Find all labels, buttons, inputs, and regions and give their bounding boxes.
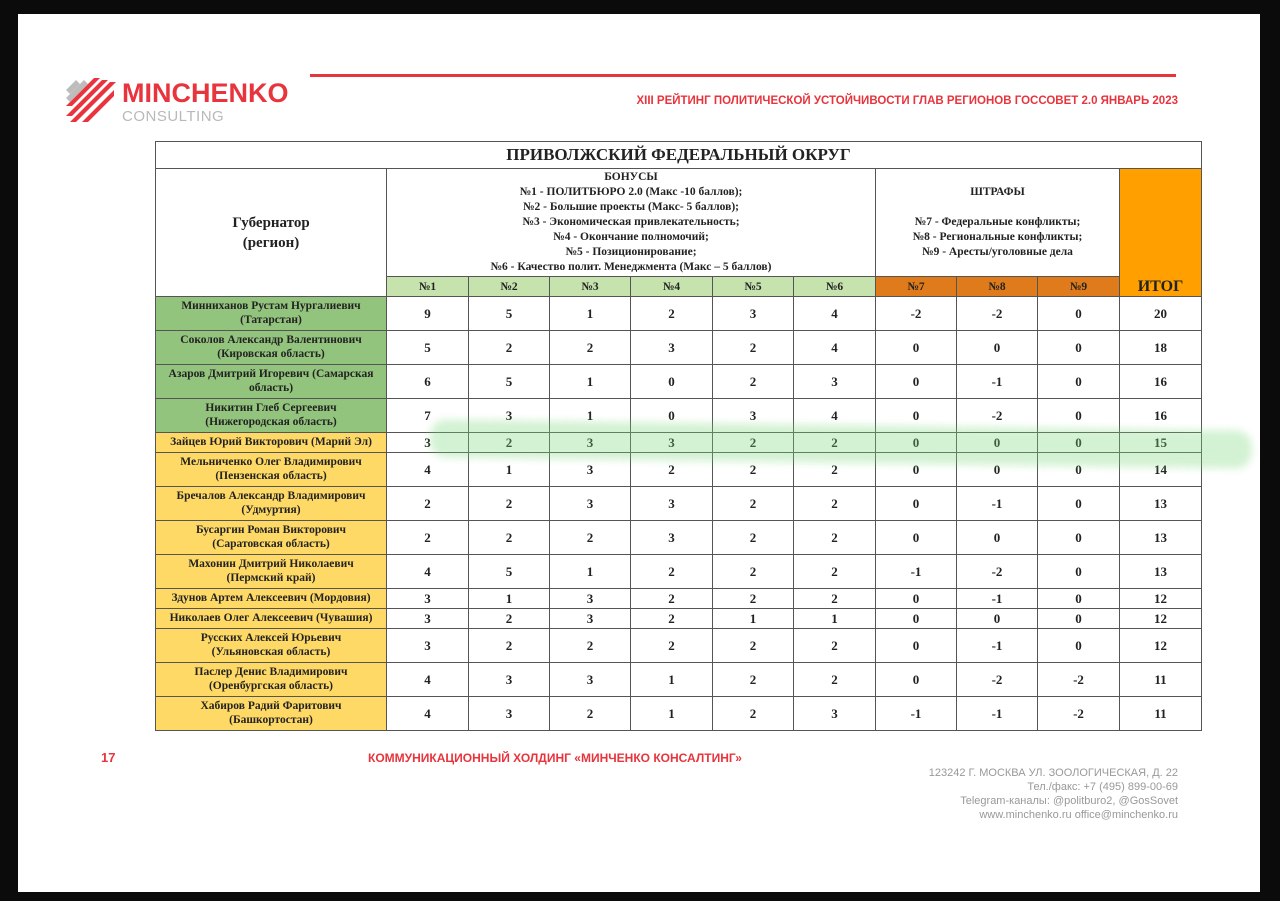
score-cell: 5	[469, 365, 550, 399]
total-cell: 16	[1120, 399, 1202, 433]
score-cell: 2	[713, 433, 794, 453]
table-row	[156, 521, 1202, 555]
score-cell: 2	[794, 453, 876, 487]
minchenko-logo	[66, 76, 296, 140]
column-header: №9	[1038, 277, 1120, 297]
table-row	[156, 399, 1202, 433]
total-cell: 12	[1120, 589, 1202, 609]
score-cell: 0	[1038, 433, 1120, 453]
score-cell: 1	[631, 663, 713, 697]
score-cell: 1	[550, 297, 631, 331]
governor-name: Соколов Александр Валентинович (Кировская область)	[156, 331, 387, 365]
score-cell: 4	[387, 663, 469, 697]
score-cell: 2	[631, 589, 713, 609]
score-cell: 3	[469, 697, 550, 731]
score-cell: 0	[1038, 399, 1120, 433]
total-cell: 12	[1120, 609, 1202, 629]
total-cell: 11	[1120, 697, 1202, 731]
score-cell: 1	[550, 365, 631, 399]
score-cell: 2	[794, 629, 876, 663]
score-cell: 1	[794, 609, 876, 629]
governor-name: Минниханов Рустам Нургалиевич (Татарстан)	[156, 297, 387, 331]
governor-name: Хабиров Радий Фаритович (Башкортостан)	[156, 697, 387, 731]
score-cell: 0	[1038, 629, 1120, 663]
web-email: www.minchenko.ru office@minchenko.ru	[979, 809, 1178, 821]
bonus-header: БОНУСЫ №1 - ПОЛИТБЮРО 2.0 (Макс -10 баллов); №2 - Большие проекты (Макс- 5 баллов); №3 - Экономическая привлекательность; №4 - Окончание полномочий; №5 - Позиционирование; №6 - Качество полит. Менеджмента (Макс – 5 баллов)	[387, 169, 876, 277]
score-cell: 2	[469, 629, 550, 663]
score-cell: 0	[631, 365, 713, 399]
score-cell: -2	[876, 297, 957, 331]
column-header: №4	[631, 277, 713, 297]
score-cell: 3	[387, 589, 469, 609]
score-cell: 0	[1038, 487, 1120, 521]
score-cell: 0	[1038, 365, 1120, 399]
score-cell: 4	[387, 555, 469, 589]
score-cell: 2	[713, 629, 794, 663]
score-cell: 9	[387, 297, 469, 331]
governor-name: Паслер Денис Владимирович (Оренбургская область)	[156, 663, 387, 697]
score-cell: 3	[550, 663, 631, 697]
score-cell: 2	[631, 555, 713, 589]
score-cell: 2	[713, 365, 794, 399]
holding-name: КОММУНИКАЦИОННЫЙ ХОЛДИНГ «МИНЧЕНКО КОНСАЛТИНГ»	[368, 751, 742, 765]
rating-table	[155, 141, 1202, 731]
page-number: 17	[101, 750, 116, 765]
score-cell: 0	[1038, 521, 1120, 555]
score-cell: 0	[876, 609, 957, 629]
score-cell: -1	[957, 487, 1038, 521]
score-cell: 4	[794, 331, 876, 365]
score-cell: 4	[387, 453, 469, 487]
score-cell: -2	[957, 663, 1038, 697]
score-cell: 1	[469, 453, 550, 487]
brand-name: MINCHENKO	[122, 78, 289, 108]
table-row	[156, 297, 1202, 331]
score-cell: -1	[957, 365, 1038, 399]
governor-header: Губернатор (регион)	[156, 169, 387, 297]
score-cell: 2	[713, 521, 794, 555]
score-cell: 2	[469, 433, 550, 453]
total-cell: 12	[1120, 629, 1202, 663]
table-row	[156, 555, 1202, 589]
score-cell: -1	[957, 589, 1038, 609]
score-cell: -2	[1038, 697, 1120, 731]
score-cell: 4	[794, 297, 876, 331]
score-cell: 2	[794, 555, 876, 589]
table-row	[156, 609, 1202, 629]
score-cell: 2	[794, 663, 876, 697]
score-cell: 2	[469, 487, 550, 521]
score-cell: 0	[1038, 453, 1120, 487]
table-row	[156, 453, 1202, 487]
telegram-channels: Telegram-каналы: @politburo2, @GosSovet	[960, 795, 1178, 807]
score-cell: 2	[469, 609, 550, 629]
governor-name: Азаров Дмитрий Игоревич (Самарская область)	[156, 365, 387, 399]
score-cell: 0	[876, 331, 957, 365]
score-cell: 5	[469, 555, 550, 589]
score-cell: 2	[469, 521, 550, 555]
score-cell: 3	[387, 629, 469, 663]
governor-name: Бречалов Александр Владимирович (Удмуртия)	[156, 487, 387, 521]
score-cell: 1	[631, 697, 713, 731]
total-cell: 14	[1120, 453, 1202, 487]
score-cell: 3	[713, 399, 794, 433]
score-cell: -2	[1038, 663, 1120, 697]
brand-sub: CONSULTING	[122, 108, 225, 125]
score-cell: 3	[469, 399, 550, 433]
score-cell: 0	[1038, 297, 1120, 331]
report-title: XIII РЕЙТИНГ ПОЛИТИЧЕСКОЙ УСТОЙЧИВОСТИ ГЛАВ РЕГИОНОВ ГОССОВЕТ 2.0 ЯНВАРЬ 2023	[636, 95, 1178, 107]
score-cell: 3	[794, 697, 876, 731]
score-cell: 3	[550, 609, 631, 629]
table-row	[156, 365, 1202, 399]
score-cell: 3	[387, 609, 469, 629]
score-cell: 7	[387, 399, 469, 433]
penalty-header: ШТРАФЫ №7 - Федеральные конфликты; №8 - Региональные конфликты; №9 - Аресты/уголовные дела	[876, 169, 1120, 277]
total-cell: 18	[1120, 331, 1202, 365]
document-page	[18, 14, 1260, 892]
score-cell: 5	[387, 331, 469, 365]
contact-block	[798, 766, 1178, 822]
column-header: №8	[957, 277, 1038, 297]
score-cell: 0	[876, 453, 957, 487]
score-cell: 0	[1038, 589, 1120, 609]
governor-name: Русских Алексей Юрьевич (Ульяновская область)	[156, 629, 387, 663]
score-cell: 0	[1038, 331, 1120, 365]
score-cell: 1	[469, 589, 550, 609]
score-cell: 0	[876, 487, 957, 521]
score-cell: 0	[957, 433, 1038, 453]
score-cell: 3	[631, 487, 713, 521]
table-row	[156, 433, 1202, 453]
score-cell: 4	[387, 697, 469, 731]
score-cell: 3	[794, 365, 876, 399]
score-cell: -2	[957, 399, 1038, 433]
score-cell: 2	[713, 487, 794, 521]
score-cell: 0	[876, 521, 957, 555]
score-cell: 3	[550, 589, 631, 609]
score-cell: 2	[713, 697, 794, 731]
score-cell: 2	[713, 555, 794, 589]
score-cell: 3	[550, 487, 631, 521]
score-cell: 3	[550, 453, 631, 487]
score-cell: -1	[957, 629, 1038, 663]
column-header: №6	[794, 277, 876, 297]
score-cell: 2	[631, 453, 713, 487]
total-cell: 15	[1120, 433, 1202, 453]
score-cell: 2	[631, 629, 713, 663]
table-row	[156, 487, 1202, 521]
total-cell: 13	[1120, 487, 1202, 521]
score-cell: 0	[957, 453, 1038, 487]
score-cell: 0	[957, 331, 1038, 365]
score-cell: 2	[794, 589, 876, 609]
score-cell: 3	[469, 663, 550, 697]
score-cell: 2	[713, 589, 794, 609]
header-rule	[310, 74, 1176, 77]
column-header: №3	[550, 277, 631, 297]
score-cell: 2	[794, 487, 876, 521]
address: 123242 Г. МОСКВА УЛ. ЗООЛОГИЧЕСКАЯ, Д. 22	[928, 767, 1178, 779]
score-cell: -2	[957, 555, 1038, 589]
total-cell: 16	[1120, 365, 1202, 399]
score-cell: 0	[957, 609, 1038, 629]
logo-stripes-icon	[66, 76, 116, 124]
governor-name: Николаев Олег Алексеевич (Чувашия)	[156, 609, 387, 629]
score-cell: 0	[1038, 609, 1120, 629]
total-cell: 20	[1120, 297, 1202, 331]
score-cell: 2	[713, 331, 794, 365]
table-row	[156, 697, 1202, 731]
score-cell: 3	[631, 433, 713, 453]
score-cell: 3	[550, 433, 631, 453]
score-cell: 3	[387, 433, 469, 453]
score-cell: 2	[794, 521, 876, 555]
column-header: №1	[387, 277, 469, 297]
score-cell: 2	[794, 433, 876, 453]
score-cell: -1	[876, 555, 957, 589]
score-cell: 0	[876, 365, 957, 399]
score-cell: 0	[957, 521, 1038, 555]
score-cell: 2	[550, 331, 631, 365]
score-cell: 2	[713, 453, 794, 487]
score-cell: 2	[550, 697, 631, 731]
score-cell: 1	[713, 609, 794, 629]
score-cell: 4	[794, 399, 876, 433]
column-header: №7	[876, 277, 957, 297]
score-cell: 2	[387, 487, 469, 521]
score-cell: 2	[631, 297, 713, 331]
governor-name: Махонин Дмитрий Николаевич (Пермский край)	[156, 555, 387, 589]
score-cell: 2	[631, 609, 713, 629]
table-row	[156, 629, 1202, 663]
total-cell: 13	[1120, 555, 1202, 589]
phone: Тел./факс: +7 (495) 899-00-69	[1027, 781, 1178, 793]
table-row	[156, 589, 1202, 609]
score-cell: -1	[957, 697, 1038, 731]
score-cell: 3	[631, 521, 713, 555]
score-cell: 6	[387, 365, 469, 399]
score-cell: 3	[713, 297, 794, 331]
score-cell: 2	[550, 629, 631, 663]
governor-name: Здунов Артем Алексеевич (Мордовия)	[156, 589, 387, 609]
score-cell: 0	[876, 433, 957, 453]
total-cell: 13	[1120, 521, 1202, 555]
score-cell: -2	[957, 297, 1038, 331]
governor-name: Бусаргин Роман Викторович (Саратовская область)	[156, 521, 387, 555]
score-cell: -1	[876, 697, 957, 731]
total-header: ИТОГ	[1120, 169, 1202, 297]
governor-name: Зайцев Юрий Викторович (Марий Эл)	[156, 433, 387, 453]
table-row	[156, 663, 1202, 697]
score-cell: 0	[1038, 555, 1120, 589]
score-cell: 5	[469, 297, 550, 331]
governor-name: Никитин Глеб Сергеевич (Нижегородская область)	[156, 399, 387, 433]
score-cell: 0	[876, 629, 957, 663]
table-row	[156, 331, 1202, 365]
score-cell: 0	[876, 589, 957, 609]
score-cell: 2	[387, 521, 469, 555]
column-header: №5	[713, 277, 794, 297]
score-cell: 1	[550, 399, 631, 433]
score-cell: 1	[550, 555, 631, 589]
score-cell: 0	[876, 663, 957, 697]
score-cell: 3	[631, 331, 713, 365]
governor-name: Мельниченко Олег Владимирович (Пензенская область)	[156, 453, 387, 487]
score-cell: 2	[550, 521, 631, 555]
score-cell: 2	[713, 663, 794, 697]
column-header: №2	[469, 277, 550, 297]
score-cell: 2	[469, 331, 550, 365]
district-title: ПРИВОЛЖСКИЙ ФЕДЕРАЛЬНЫЙ ОКРУГ	[156, 142, 1202, 169]
score-cell: 0	[876, 399, 957, 433]
total-cell: 11	[1120, 663, 1202, 697]
score-cell: 0	[631, 399, 713, 433]
